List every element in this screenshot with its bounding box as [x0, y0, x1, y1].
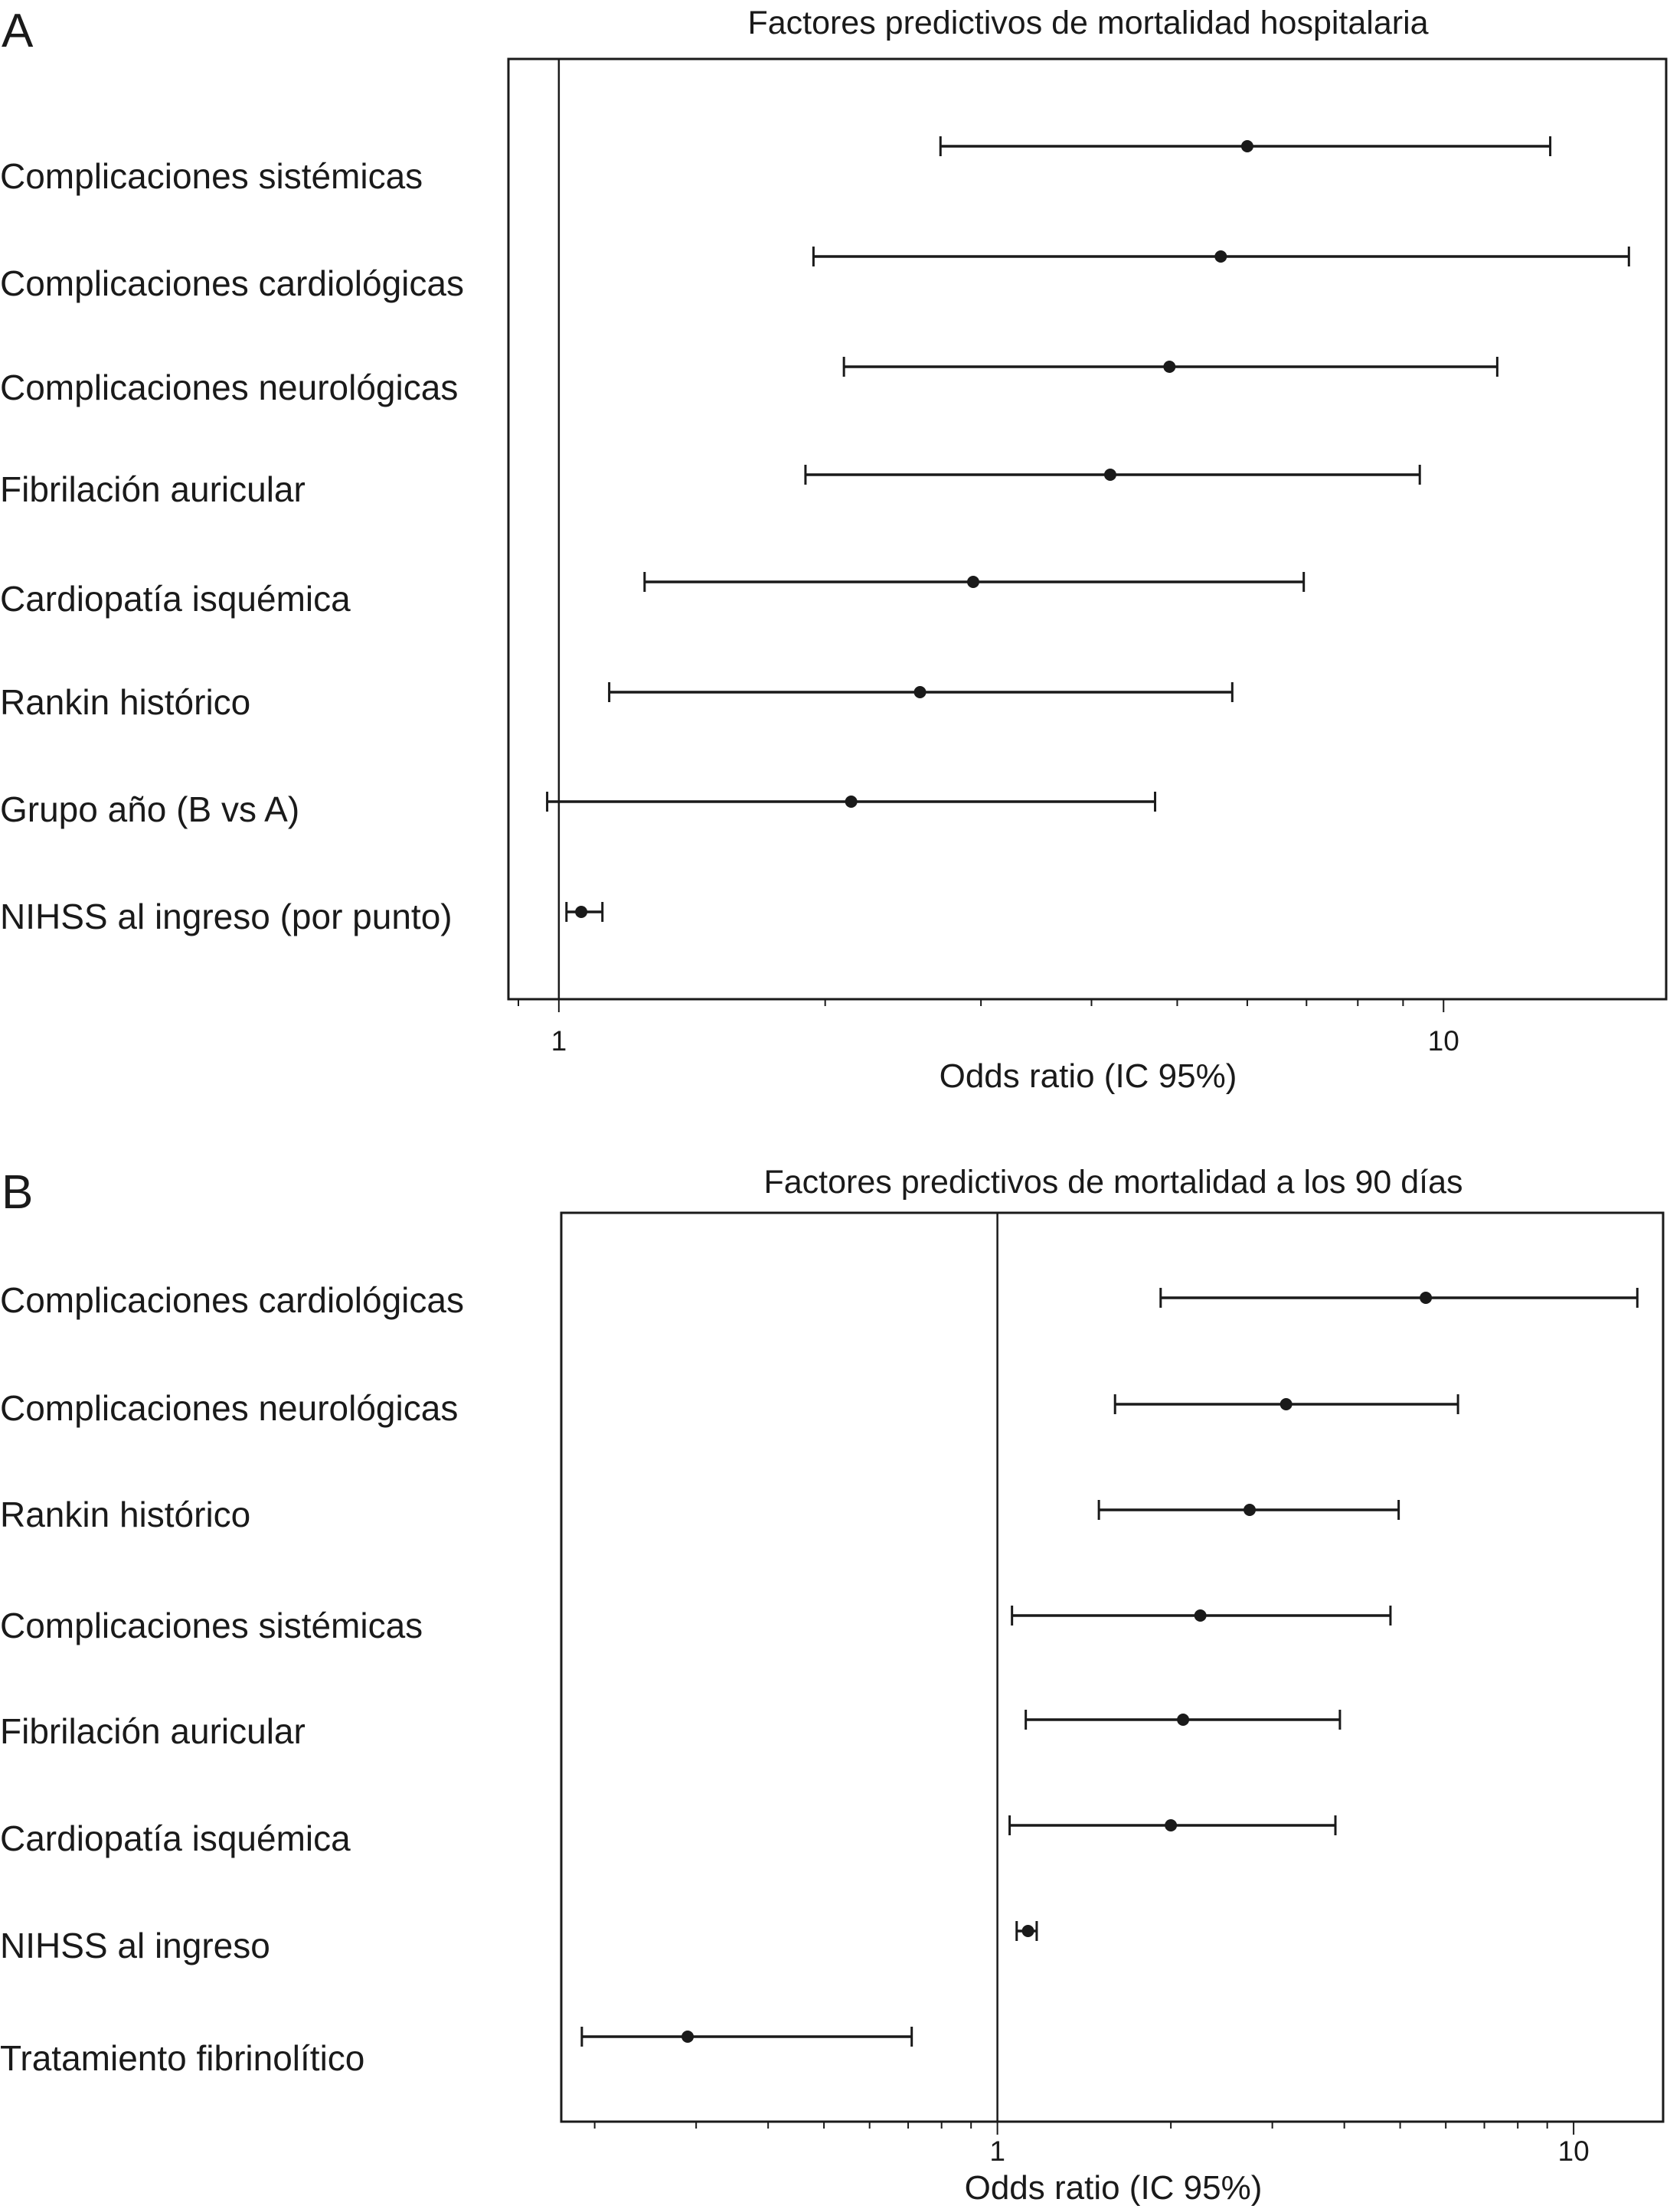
x-axis-label: Odds ratio (IC 95%) [964, 2169, 1263, 2207]
row-label: NIHSS al ingreso (por punto) [0, 897, 453, 936]
row-label: Complicaciones sistémicas [0, 1606, 423, 1645]
odds-ratio-point [575, 906, 587, 918]
row-label: Cardiopatía isquémica [0, 1818, 351, 1858]
forest-row [0, 572, 1304, 619]
forest-row [0, 1495, 1399, 1534]
panel-label: B [2, 1166, 34, 1219]
tick-label: 1 [551, 1025, 567, 1057]
odds-ratio-point [845, 796, 858, 808]
chart-title: Factores predictivos de mortalidad a los 90 días [763, 1164, 1463, 1201]
row-label: Tratamiento fibrinolítico [0, 2038, 365, 2078]
odds-ratio-point [1280, 1398, 1293, 1410]
forest-row [0, 897, 603, 936]
odds-ratio-point [914, 686, 927, 698]
odds-ratio-point [1420, 1292, 1432, 1304]
odds-ratio-point [1214, 250, 1227, 263]
row-label: Fibrilación auricular [0, 469, 306, 509]
forest-row [0, 1388, 1458, 1428]
odds-ratio-point [1104, 469, 1116, 481]
plot-frame [561, 1213, 1663, 2122]
odds-ratio-point [1194, 1609, 1207, 1622]
odds-ratio-point [1241, 140, 1253, 152]
forest-row [0, 1921, 1037, 1965]
row-label: NIHSS al ingreso [0, 1926, 270, 1965]
forest-row [0, 789, 1155, 829]
tick-label: 10 [1427, 1025, 1459, 1057]
forest-row [0, 136, 1551, 196]
row-label: Fibrilación auricular [0, 1711, 306, 1751]
forest-row [0, 1606, 1391, 1645]
odds-ratio-point [1022, 1925, 1034, 1937]
row-label: Complicaciones neurológicas [0, 368, 459, 407]
chart-title: Factores predictivos de mortalidad hospitalaria [747, 5, 1429, 41]
forest-row [0, 247, 1629, 303]
row-label: Complicaciones cardiológicas [0, 1280, 464, 1320]
tick-label: 10 [1557, 2135, 1590, 2167]
forest-row [0, 465, 1420, 509]
odds-ratio-point [1163, 361, 1175, 373]
row-label: Grupo año (B vs A) [0, 789, 300, 829]
row-label: Rankin histórico [0, 682, 251, 722]
odds-ratio-point [1177, 1714, 1189, 1726]
odds-ratio-point [1165, 1819, 1177, 1831]
row-label: Complicaciones cardiológicas [0, 263, 464, 303]
odds-ratio-point [967, 576, 979, 588]
forest-row [0, 357, 1497, 407]
row-label: Rankin histórico [0, 1495, 251, 1534]
forest-row [0, 682, 1232, 722]
forest-row [0, 1815, 1335, 1858]
row-label: Complicaciones sistémicas [0, 156, 423, 196]
row-label: Complicaciones neurológicas [0, 1388, 459, 1428]
forest-panel [0, 1164, 1663, 2207]
odds-ratio-point [1244, 1504, 1256, 1516]
forest-row [0, 1280, 1637, 1320]
plot-frame [508, 59, 1666, 999]
forest-row [0, 1710, 1340, 1751]
x-axis-label: Odds ratio (IC 95%) [939, 1057, 1237, 1095]
forest-panel [0, 5, 1666, 1095]
tick-label: 1 [989, 2135, 1005, 2167]
panel-label: A [2, 5, 34, 57]
row-label: Cardiopatía isquémica [0, 579, 351, 619]
forest-row [0, 2027, 912, 2078]
odds-ratio-point [681, 2031, 694, 2043]
